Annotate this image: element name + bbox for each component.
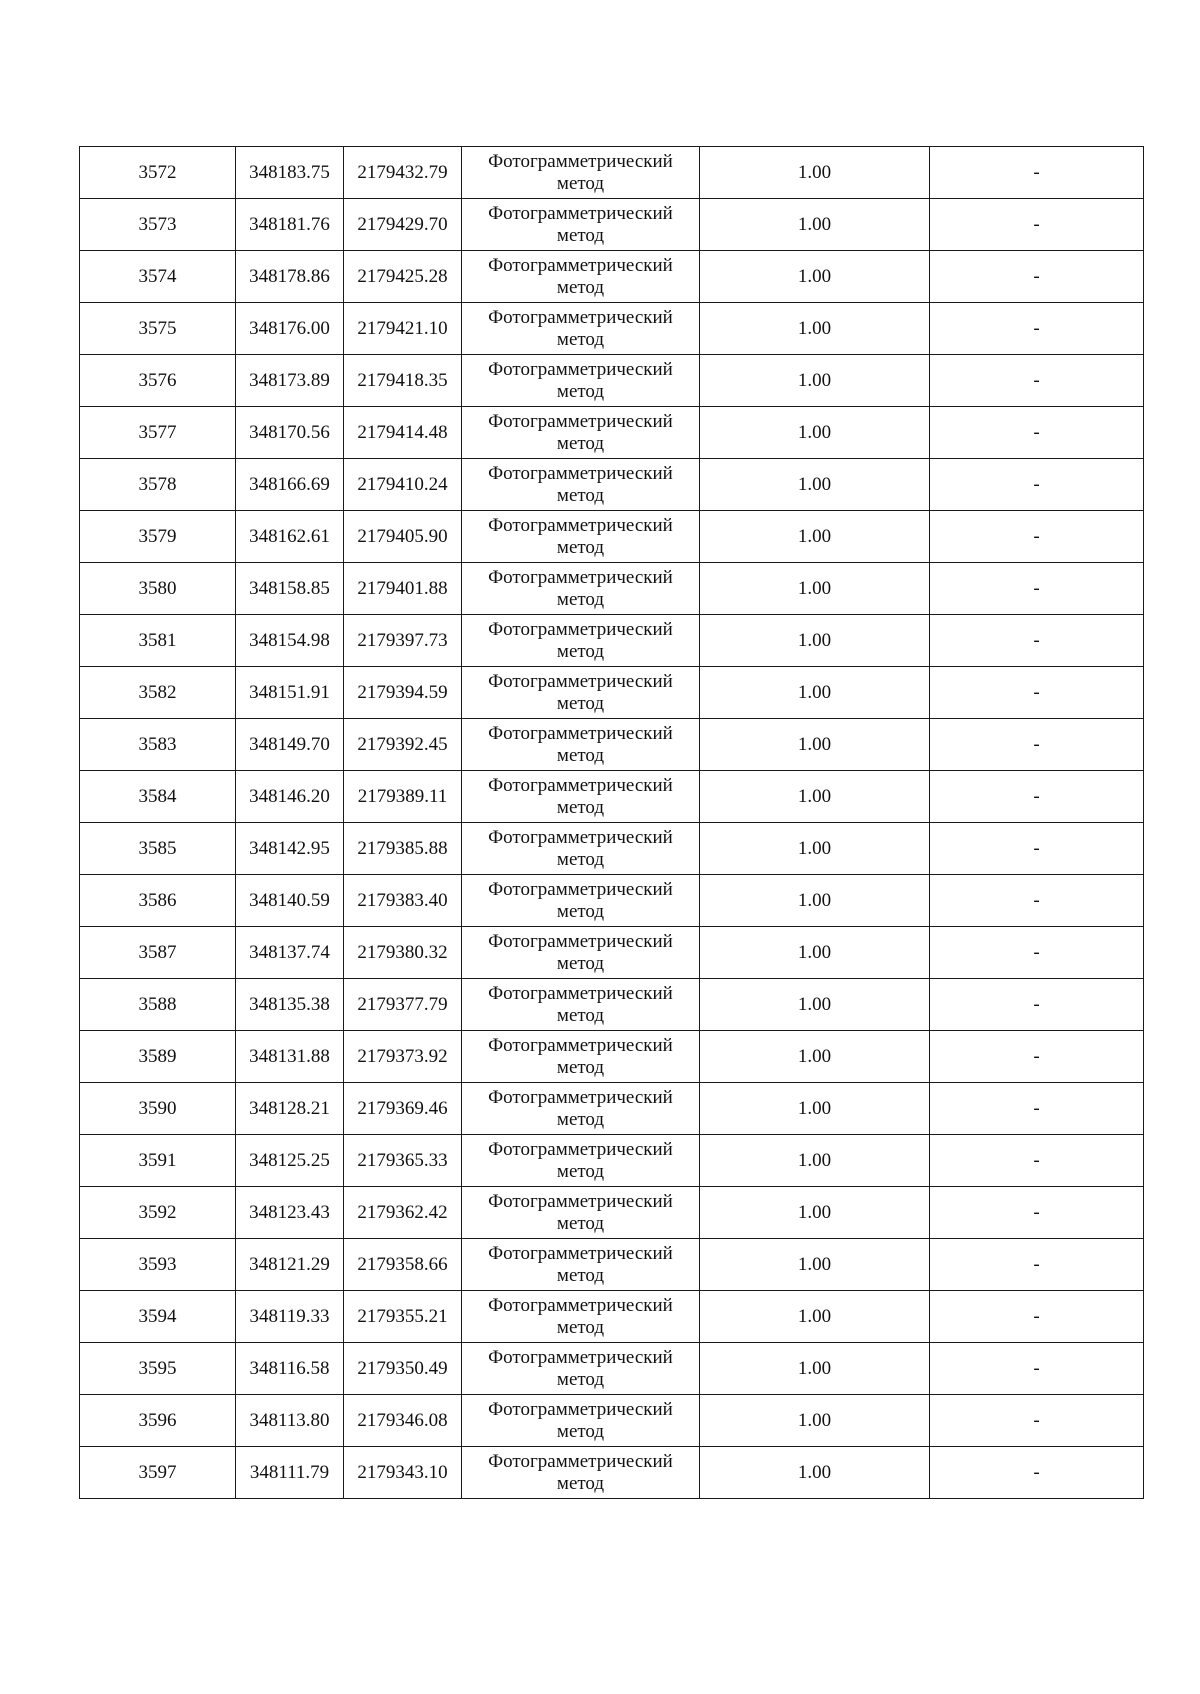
table-row [80, 1239, 1144, 1291]
note-cell: - [930, 719, 1144, 771]
note-cell: - [930, 1343, 1144, 1395]
method-cell [462, 1187, 700, 1239]
method-cell [462, 511, 700, 563]
table-row [80, 303, 1144, 355]
point-number-cell: 3597 [80, 1447, 236, 1499]
method-cell [462, 1395, 700, 1447]
point-number-cell: 3578 [80, 459, 236, 511]
method-line-2: метод [556, 900, 605, 922]
note-cell: - [930, 615, 1144, 667]
x-coordinate-cell: 348135.38 [236, 979, 344, 1031]
note-cell: - [930, 823, 1144, 875]
method-line-1: Фотограмметрический [488, 306, 673, 328]
method-line-1: Фотограмметрический [488, 1450, 673, 1472]
method-line-1: Фотограмметрический [488, 1190, 673, 1212]
method-line-1: Фотограмметрический [488, 1398, 673, 1420]
y-coordinate-cell: 2179346.08 [344, 1395, 462, 1447]
table-row [80, 1343, 1144, 1395]
accuracy-cell: 1.00 [700, 875, 930, 927]
method-line-1: Фотограмметрический [488, 982, 673, 1004]
y-coordinate-cell: 2179365.33 [344, 1135, 462, 1187]
y-coordinate-cell: 2179425.28 [344, 251, 462, 303]
accuracy-cell: 1.00 [700, 771, 930, 823]
method-line-1: Фотограмметрический [488, 462, 673, 484]
accuracy-cell: 1.00 [700, 563, 930, 615]
method-cell [462, 1031, 700, 1083]
accuracy-cell: 1.00 [700, 823, 930, 875]
note-cell: - [930, 407, 1144, 459]
accuracy-cell: 1.00 [700, 147, 930, 199]
x-coordinate-cell: 348176.00 [236, 303, 344, 355]
accuracy-cell: 1.00 [700, 303, 930, 355]
y-coordinate-cell: 2179358.66 [344, 1239, 462, 1291]
method-line-2: метод [556, 1316, 605, 1338]
y-coordinate-cell: 2179377.79 [344, 979, 462, 1031]
method-line-2: метод [556, 640, 605, 662]
table-row [80, 563, 1144, 615]
table-row [80, 875, 1144, 927]
method-line-1: Фотограмметрический [488, 202, 673, 224]
accuracy-cell: 1.00 [700, 199, 930, 251]
note-cell: - [930, 667, 1144, 719]
x-coordinate-cell: 348162.61 [236, 511, 344, 563]
x-coordinate-cell: 348116.58 [236, 1343, 344, 1395]
method-line-1: Фотограмметрический [488, 1346, 673, 1368]
note-cell: - [930, 1291, 1144, 1343]
x-coordinate-cell: 348183.75 [236, 147, 344, 199]
y-coordinate-cell: 2179418.35 [344, 355, 462, 407]
note-cell: - [930, 355, 1144, 407]
accuracy-cell: 1.00 [700, 1343, 930, 1395]
y-coordinate-cell: 2179343.10 [344, 1447, 462, 1499]
method-cell [462, 1447, 700, 1499]
note-cell: - [930, 147, 1144, 199]
method-cell [462, 459, 700, 511]
point-number-cell: 3587 [80, 927, 236, 979]
x-coordinate-cell: 348119.33 [236, 1291, 344, 1343]
note-cell: - [930, 875, 1144, 927]
method-cell [462, 199, 700, 251]
table-row [80, 1447, 1144, 1499]
point-number-cell: 3595 [80, 1343, 236, 1395]
x-coordinate-cell: 348166.69 [236, 459, 344, 511]
method-line-1: Фотограмметрический [488, 1086, 673, 1108]
x-coordinate-cell: 348149.70 [236, 719, 344, 771]
accuracy-cell: 1.00 [700, 407, 930, 459]
method-line-1: Фотограмметрический [488, 722, 673, 744]
method-line-2: метод [556, 1472, 605, 1494]
point-number-cell: 3574 [80, 251, 236, 303]
method-cell [462, 355, 700, 407]
method-line-1: Фотограмметрический [488, 1034, 673, 1056]
table-row [80, 719, 1144, 771]
accuracy-cell: 1.00 [700, 927, 930, 979]
method-line-2: метод [556, 1004, 605, 1026]
method-cell [462, 719, 700, 771]
accuracy-cell: 1.00 [700, 1083, 930, 1135]
x-coordinate-cell: 348146.20 [236, 771, 344, 823]
accuracy-cell: 1.00 [700, 1187, 930, 1239]
accuracy-cell: 1.00 [700, 719, 930, 771]
method-line-1: Фотограмметрический [488, 514, 673, 536]
note-cell: - [930, 303, 1144, 355]
note-cell: - [930, 563, 1144, 615]
point-number-cell: 3596 [80, 1395, 236, 1447]
point-number-cell: 3580 [80, 563, 236, 615]
method-line-1: Фотограмметрический [488, 410, 673, 432]
method-cell [462, 615, 700, 667]
method-cell [462, 979, 700, 1031]
accuracy-cell: 1.00 [700, 459, 930, 511]
point-number-cell: 3588 [80, 979, 236, 1031]
method-cell [462, 251, 700, 303]
y-coordinate-cell: 2179369.46 [344, 1083, 462, 1135]
x-coordinate-cell: 348121.29 [236, 1239, 344, 1291]
method-line-1: Фотограмметрический [488, 670, 673, 692]
method-line-2: метод [556, 1212, 605, 1234]
table-row [80, 1291, 1144, 1343]
coordinates-table [79, 146, 1144, 1499]
x-coordinate-cell: 348170.56 [236, 407, 344, 459]
y-coordinate-cell: 2179385.88 [344, 823, 462, 875]
table-row [80, 511, 1144, 563]
point-number-cell: 3593 [80, 1239, 236, 1291]
y-coordinate-cell: 2179389.11 [344, 771, 462, 823]
method-cell [462, 303, 700, 355]
point-number-cell: 3582 [80, 667, 236, 719]
x-coordinate-cell: 348128.21 [236, 1083, 344, 1135]
accuracy-cell: 1.00 [700, 1031, 930, 1083]
note-cell: - [930, 1187, 1144, 1239]
y-coordinate-cell: 2179394.59 [344, 667, 462, 719]
y-coordinate-cell: 2179414.48 [344, 407, 462, 459]
x-coordinate-cell: 348173.89 [236, 355, 344, 407]
table-row [80, 771, 1144, 823]
table-row [80, 251, 1144, 303]
y-coordinate-cell: 2179421.10 [344, 303, 462, 355]
accuracy-cell: 1.00 [700, 667, 930, 719]
y-coordinate-cell: 2179392.45 [344, 719, 462, 771]
method-line-2: метод [556, 328, 605, 350]
method-cell [462, 875, 700, 927]
x-coordinate-cell: 348137.74 [236, 927, 344, 979]
point-number-cell: 3577 [80, 407, 236, 459]
table-row [80, 1135, 1144, 1187]
method-line-2: метод [556, 380, 605, 402]
accuracy-cell: 1.00 [700, 251, 930, 303]
note-cell: - [930, 251, 1144, 303]
accuracy-cell: 1.00 [700, 511, 930, 563]
accuracy-cell: 1.00 [700, 615, 930, 667]
table-row [80, 667, 1144, 719]
method-cell [462, 927, 700, 979]
point-number-cell: 3583 [80, 719, 236, 771]
y-coordinate-cell: 2179401.88 [344, 563, 462, 615]
table-row [80, 823, 1144, 875]
y-coordinate-cell: 2179405.90 [344, 511, 462, 563]
method-line-2: метод [556, 1108, 605, 1130]
method-line-2: метод [556, 1056, 605, 1078]
method-line-1: Фотограмметрический [488, 774, 673, 796]
method-line-1: Фотограмметрический [488, 878, 673, 900]
method-cell [462, 1291, 700, 1343]
note-cell: - [930, 199, 1144, 251]
accuracy-cell: 1.00 [700, 1135, 930, 1187]
note-cell: - [930, 979, 1144, 1031]
method-cell [462, 407, 700, 459]
note-cell: - [930, 1031, 1144, 1083]
table-row [80, 459, 1144, 511]
x-coordinate-cell: 348131.88 [236, 1031, 344, 1083]
note-cell: - [930, 459, 1144, 511]
method-line-2: метод [556, 692, 605, 714]
note-cell: - [930, 1083, 1144, 1135]
y-coordinate-cell: 2179397.73 [344, 615, 462, 667]
method-line-2: метод [556, 848, 605, 870]
point-number-cell: 3586 [80, 875, 236, 927]
point-number-cell: 3589 [80, 1031, 236, 1083]
note-cell: - [930, 511, 1144, 563]
method-cell [462, 1135, 700, 1187]
x-coordinate-cell: 348154.98 [236, 615, 344, 667]
point-number-cell: 3572 [80, 147, 236, 199]
method-line-2: метод [556, 796, 605, 818]
method-line-2: метод [556, 224, 605, 246]
method-line-1: Фотограмметрический [488, 1294, 673, 1316]
method-line-2: метод [556, 744, 605, 766]
point-number-cell: 3575 [80, 303, 236, 355]
method-cell [462, 147, 700, 199]
note-cell: - [930, 927, 1144, 979]
point-number-cell: 3573 [80, 199, 236, 251]
method-line-2: метод [556, 1368, 605, 1390]
method-line-2: метод [556, 536, 605, 558]
method-line-1: Фотограмметрический [488, 254, 673, 276]
method-line-2: метод [556, 1420, 605, 1442]
method-line-1: Фотограмметрический [488, 358, 673, 380]
accuracy-cell: 1.00 [700, 1239, 930, 1291]
method-line-2: метод [556, 432, 605, 454]
method-line-1: Фотограмметрический [488, 566, 673, 588]
y-coordinate-cell: 2179383.40 [344, 875, 462, 927]
table-row [80, 615, 1144, 667]
table-row [80, 147, 1144, 199]
method-line-2: метод [556, 172, 605, 194]
y-coordinate-cell: 2179373.92 [344, 1031, 462, 1083]
accuracy-cell: 1.00 [700, 355, 930, 407]
table-row [80, 979, 1144, 1031]
x-coordinate-cell: 348178.86 [236, 251, 344, 303]
method-cell [462, 1239, 700, 1291]
note-cell: - [930, 1239, 1144, 1291]
method-line-2: метод [556, 1160, 605, 1182]
point-number-cell: 3590 [80, 1083, 236, 1135]
y-coordinate-cell: 2179355.21 [344, 1291, 462, 1343]
y-coordinate-cell: 2179432.79 [344, 147, 462, 199]
method-line-1: Фотограмметрический [488, 1138, 673, 1160]
point-number-cell: 3591 [80, 1135, 236, 1187]
table-row [80, 407, 1144, 459]
method-line-1: Фотограмметрический [488, 826, 673, 848]
method-cell [462, 771, 700, 823]
method-cell [462, 1083, 700, 1135]
method-line-2: метод [556, 952, 605, 974]
x-coordinate-cell: 348151.91 [236, 667, 344, 719]
table-row [80, 355, 1144, 407]
table-body [80, 147, 1144, 1499]
table-row [80, 1083, 1144, 1135]
method-cell [462, 563, 700, 615]
method-line-1: Фотограмметрический [488, 1242, 673, 1264]
note-cell: - [930, 1135, 1144, 1187]
method-cell [462, 667, 700, 719]
method-line-2: метод [556, 588, 605, 610]
point-number-cell: 3576 [80, 355, 236, 407]
point-number-cell: 3585 [80, 823, 236, 875]
accuracy-cell: 1.00 [700, 1395, 930, 1447]
point-number-cell: 3579 [80, 511, 236, 563]
method-line-2: метод [556, 276, 605, 298]
table-row [80, 1187, 1144, 1239]
y-coordinate-cell: 2179429.70 [344, 199, 462, 251]
y-coordinate-cell: 2179410.24 [344, 459, 462, 511]
y-coordinate-cell: 2179362.42 [344, 1187, 462, 1239]
note-cell: - [930, 1447, 1144, 1499]
x-coordinate-cell: 348125.25 [236, 1135, 344, 1187]
point-number-cell: 3581 [80, 615, 236, 667]
table-row [80, 927, 1144, 979]
x-coordinate-cell: 348158.85 [236, 563, 344, 615]
method-cell [462, 823, 700, 875]
point-number-cell: 3594 [80, 1291, 236, 1343]
accuracy-cell: 1.00 [700, 1447, 930, 1499]
point-number-cell: 3592 [80, 1187, 236, 1239]
table-row [80, 199, 1144, 251]
table-row [80, 1395, 1144, 1447]
accuracy-cell: 1.00 [700, 1291, 930, 1343]
accuracy-cell: 1.00 [700, 979, 930, 1031]
x-coordinate-cell: 348113.80 [236, 1395, 344, 1447]
method-line-2: метод [556, 484, 605, 506]
y-coordinate-cell: 2179380.32 [344, 927, 462, 979]
method-line-1: Фотограмметрический [488, 618, 673, 640]
y-coordinate-cell: 2179350.49 [344, 1343, 462, 1395]
point-number-cell: 3584 [80, 771, 236, 823]
method-cell [462, 1343, 700, 1395]
method-line-1: Фотограмметрический [488, 150, 673, 172]
method-line-1: Фотограмметрический [488, 930, 673, 952]
note-cell: - [930, 1395, 1144, 1447]
table-row [80, 1031, 1144, 1083]
x-coordinate-cell: 348142.95 [236, 823, 344, 875]
x-coordinate-cell: 348140.59 [236, 875, 344, 927]
x-coordinate-cell: 348123.43 [236, 1187, 344, 1239]
x-coordinate-cell: 348111.79 [236, 1447, 344, 1499]
x-coordinate-cell: 348181.76 [236, 199, 344, 251]
method-line-2: метод [556, 1264, 605, 1286]
note-cell: - [930, 771, 1144, 823]
